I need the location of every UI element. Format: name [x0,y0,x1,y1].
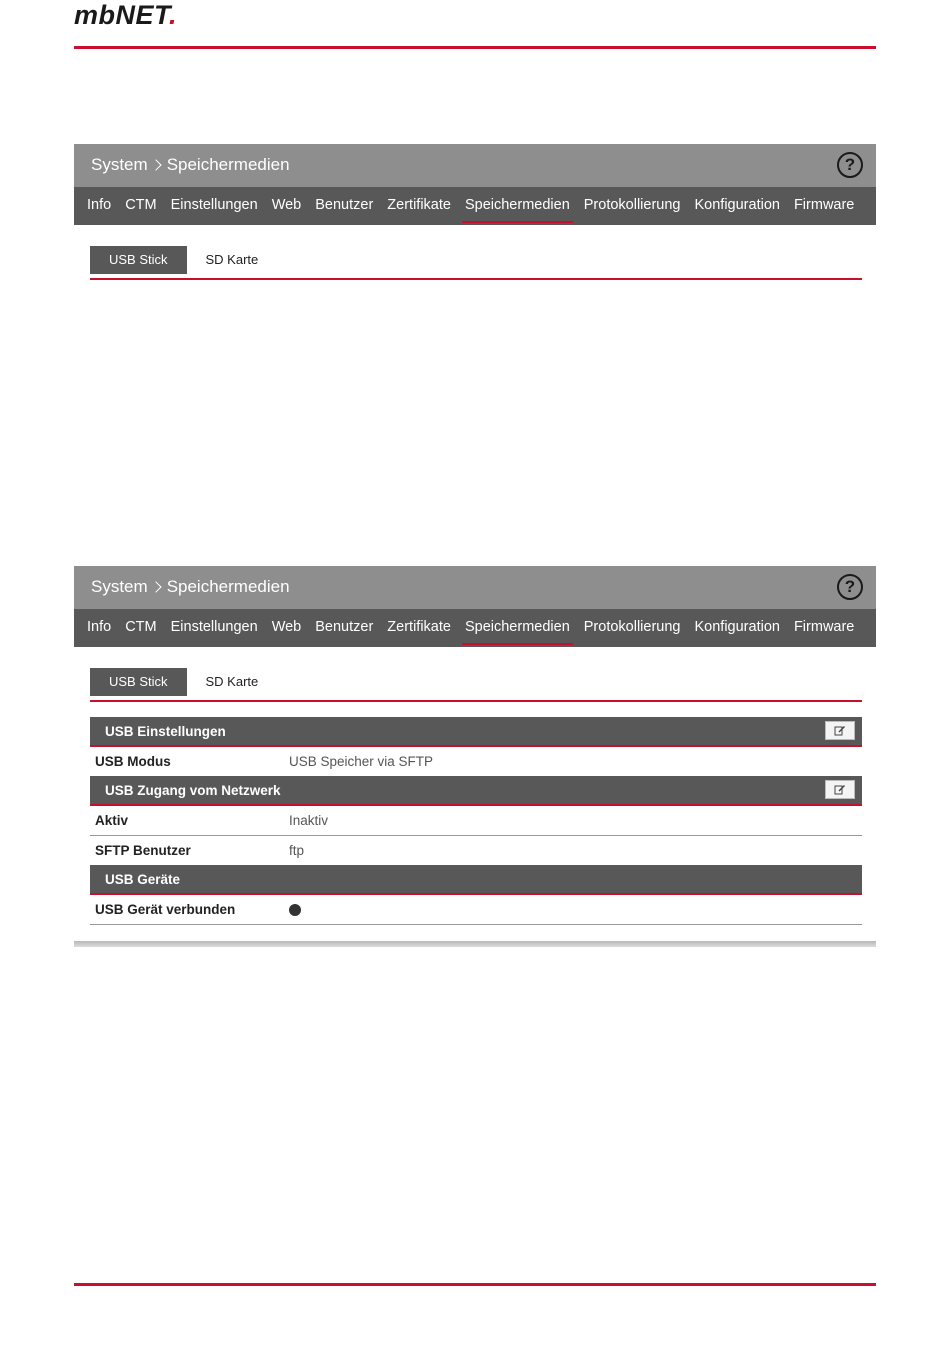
tab-einstellungen[interactable]: Einstellungen [170,197,258,213]
tab-web[interactable]: Web [271,619,302,635]
tab-firmware[interactable]: Firmware [793,197,855,213]
subtab-divider [90,700,862,702]
edit-icon [834,784,846,795]
settings-sections [90,717,862,925]
field-value: USB Speicher via SFTP [289,754,434,769]
edit-icon [834,725,846,736]
field-label: USB Modus [95,754,171,769]
section-usb-geraete [90,865,862,895]
field-label: USB Gerät verbunden [95,902,236,917]
header-divider [74,46,876,49]
status-indicator-icon [289,904,301,916]
tab-zertifikate[interactable]: Zertifikate [387,619,451,635]
breadcrumb-current: Speichermedien [166,577,290,596]
help-icon[interactable]: ? [837,574,863,600]
tab-ctm[interactable]: CTM [125,197,157,213]
field-value: Inaktiv [289,813,329,828]
subtab-sd-karte[interactable]: SD Karte [205,674,259,689]
subtab-divider [90,278,862,280]
main-nav [74,609,876,647]
breadcrumb-root[interactable]: System [91,155,148,174]
breadcrumb [91,577,290,597]
field-value: ftp [289,843,305,858]
chevron-right-icon [150,581,161,592]
tab-benutzer[interactable]: Benutzer [315,197,374,213]
tab-info[interactable]: Info [87,619,112,635]
title-bar [74,144,876,187]
tab-protokollierung[interactable]: Protokollierung [583,197,681,213]
storage-panel-collapsed [74,144,876,285]
row-usb-geraet-verbunden [90,895,862,925]
row-sftp-benutzer [90,836,862,865]
subtab-usb-stick[interactable]: USB Stick [90,246,187,274]
tab-protokollierung[interactable]: Protokollierung [583,619,681,635]
tab-web[interactable]: Web [271,197,302,213]
edit-usb-settings-button[interactable] [825,721,855,740]
section-title: USB Einstellungen [105,724,226,739]
field-label: Aktiv [95,813,129,828]
row-usb-modus [90,747,862,776]
help-icon[interactable]: ? [837,152,863,178]
chevron-right-icon [150,159,161,170]
subtab-sd-karte[interactable]: SD Karte [205,252,259,267]
tab-info[interactable]: Info [87,197,112,213]
panel-bottom-edge [74,941,876,947]
tab-firmware[interactable]: Firmware [793,619,855,635]
title-bar [74,566,876,609]
footer-divider [74,1283,876,1286]
tab-speichermedien[interactable]: Speichermedien [458,609,577,647]
subtab-usb-stick[interactable]: USB Stick [90,668,187,696]
edit-usb-network-button[interactable] [825,780,855,799]
breadcrumb-current: Speichermedien [166,155,290,174]
section-usb-zugang [90,776,862,806]
tab-benutzer[interactable]: Benutzer [315,619,374,635]
tab-ctm[interactable]: CTM [125,619,157,635]
tab-konfiguration[interactable]: Konfiguration [694,197,780,213]
tab-zertifikate[interactable]: Zertifikate [387,197,451,213]
row-aktiv [90,806,862,836]
main-nav [74,187,876,225]
tab-speichermedien[interactable]: Speichermedien [458,187,577,225]
storage-panel-usb [74,566,876,925]
section-title: USB Zugang vom Netzwerk [105,783,281,798]
subtabs [74,225,876,285]
tab-konfiguration[interactable]: Konfiguration [694,619,780,635]
subtabs [74,647,876,707]
tab-einstellungen[interactable]: Einstellungen [170,619,258,635]
field-label: SFTP Benutzer [95,843,191,858]
breadcrumb [91,155,290,175]
breadcrumb-root[interactable]: System [91,577,148,596]
mbnet-logo: mbNET. [74,0,178,30]
section-usb-einstellungen [90,717,862,747]
section-title: USB Geräte [105,872,181,887]
